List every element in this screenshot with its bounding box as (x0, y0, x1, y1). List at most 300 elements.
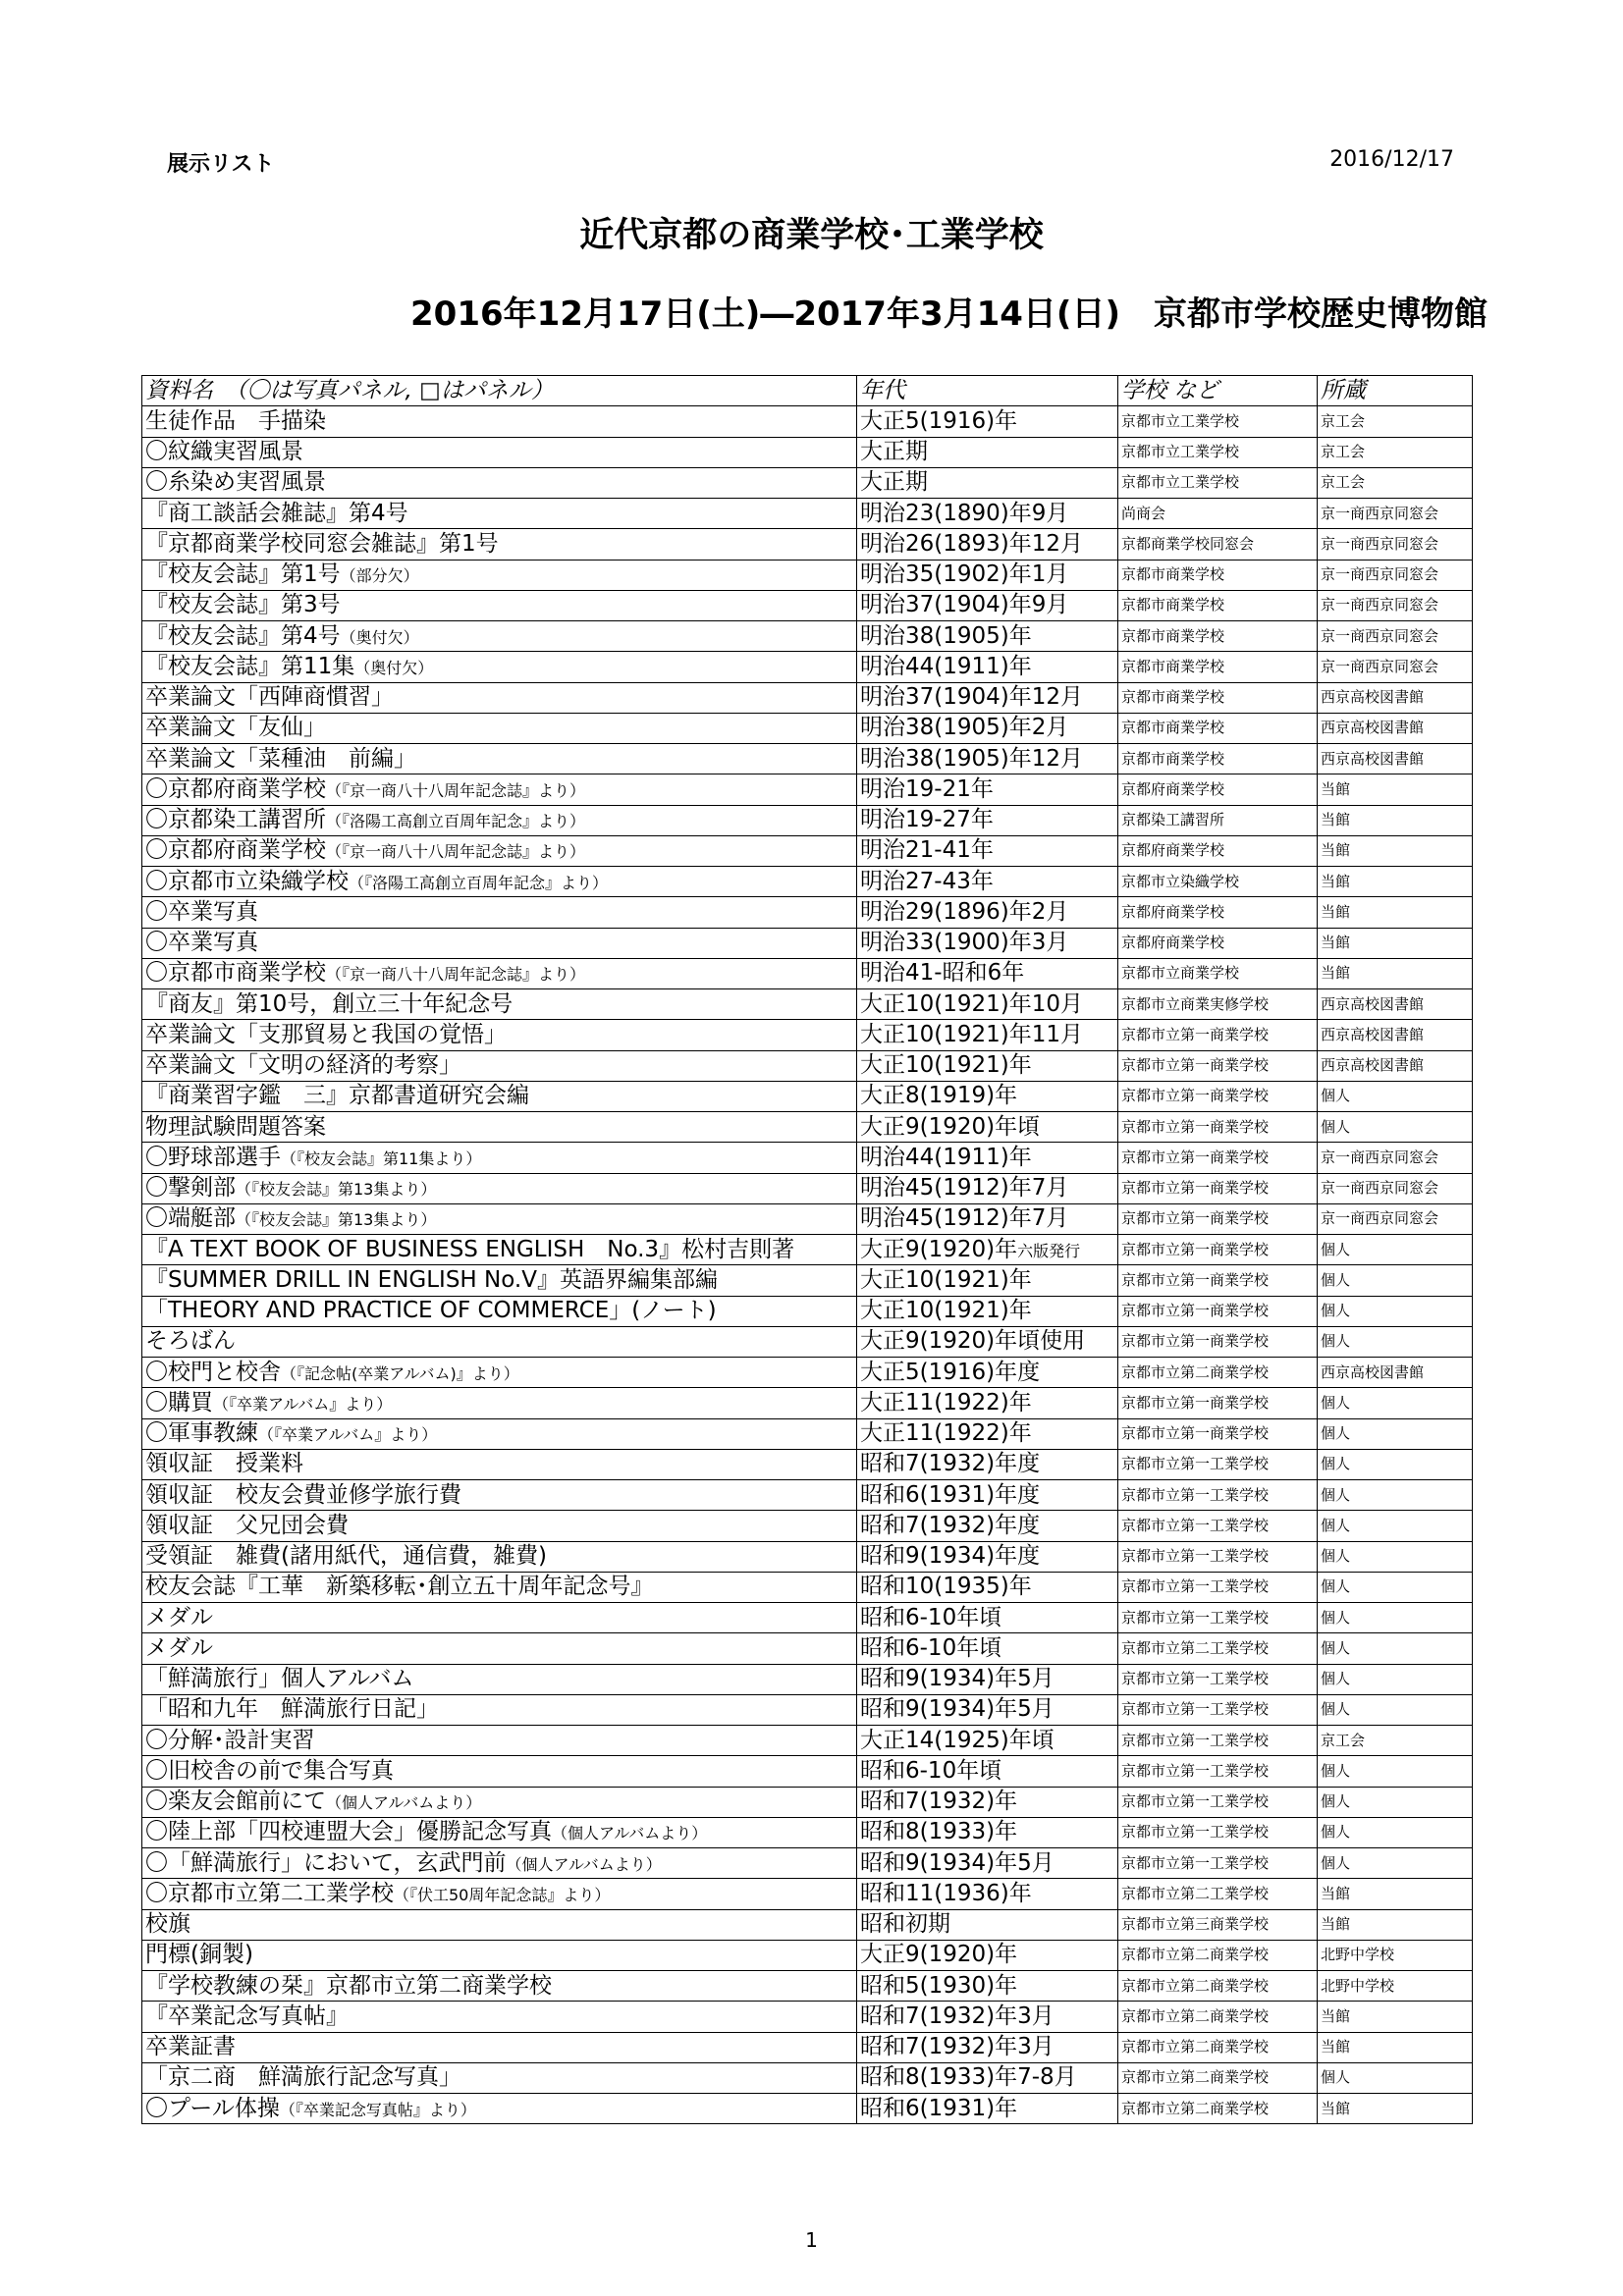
table-row (142, 989, 1473, 1020)
table-row (142, 1112, 1473, 1143)
item-name: 「昭和九年 鮮満旅行日記」 (145, 1696, 439, 1723)
table-row (142, 1726, 1473, 1756)
cell-era (857, 560, 1118, 590)
cell-owner: 京一商西京同窓会 (1318, 529, 1473, 560)
cell-school: 京都市商業学校 (1118, 590, 1318, 620)
cell-item-name (142, 2094, 857, 2124)
cell-era (857, 652, 1118, 682)
table-row (142, 1235, 1473, 1265)
cell-item-name (142, 652, 857, 682)
cell-item-name (142, 1480, 857, 1511)
table-row (142, 1358, 1473, 1388)
cell-owner: 個人 (1318, 1449, 1473, 1479)
cell-owner: 西京高校図書館 (1318, 1050, 1473, 1081)
table-row (142, 2094, 1473, 2124)
cell-school: 京都市立第一商業学校 (1118, 1173, 1318, 1203)
item-name: 〇京都府商業学校 (145, 775, 326, 802)
era-value: 大正8(1919)年 (860, 1083, 1018, 1109)
item-name: 「鮮満旅行」個人アルバム (145, 1666, 414, 1692)
cell-era (857, 835, 1118, 866)
cell-owner: 北野中学校 (1318, 1971, 1473, 2002)
era-value: 大正5(1916)年度 (860, 1359, 1041, 1385)
table-row (142, 1480, 1473, 1511)
item-name: 卒業証書 (145, 2034, 236, 2060)
era-value: 昭和6-10年頃 (860, 1634, 1002, 1661)
item-name: 校友会誌『工華 新築移転･創立五十周年記念号』 (145, 1574, 654, 1600)
cell-item-name (142, 1848, 857, 1879)
item-source-note: （『伏工50周年記念誌』より） (394, 1885, 611, 1904)
cell-school: 京都市立第一商業学校 (1118, 1326, 1318, 1357)
era-value: 明治44(1911)年 (860, 653, 1032, 679)
cell-item-name (142, 1940, 857, 1970)
item-name: 〇卒業写真 (145, 930, 258, 956)
cell-owner: 京工会 (1318, 406, 1473, 437)
era-value: 大正期 (860, 469, 928, 496)
cell-owner: 西京高校図書館 (1318, 1358, 1473, 1388)
table-row (142, 1603, 1473, 1633)
item-name: 生徒作品 手描染 (145, 407, 326, 434)
cell-era (857, 1050, 1118, 1081)
era-value: 昭和11(1936)年 (860, 1880, 1032, 1906)
cell-school: 京都市立第一工業学校 (1118, 1449, 1318, 1479)
item-name: 卒業論文「友仙」 (145, 715, 326, 741)
table-row (142, 805, 1473, 835)
item-name: 物理試験問題答案 (145, 1113, 326, 1140)
cell-school: 京都市立第二商業学校 (1118, 1358, 1318, 1388)
item-source-note: （『洛陽工高創立百周年記念』より） (349, 873, 609, 892)
cell-school: 京都市立第一商業学校 (1118, 1388, 1318, 1418)
era-value: 大正10(1921)年11月 (860, 1021, 1084, 1047)
cell-owner: 当館 (1318, 897, 1473, 928)
cell-era (857, 1664, 1118, 1694)
cell-item-name (142, 1787, 857, 1817)
table-row (142, 1633, 1473, 1664)
item-source-note: （『卒業記念写真帖』より） (279, 2100, 476, 2119)
era-value: 明治38(1905)年 (860, 622, 1032, 649)
era-value: 明治38(1905)年12月 (860, 745, 1084, 772)
era-value: 明治44(1911)年 (860, 1144, 1032, 1170)
cell-era (857, 529, 1118, 560)
cell-owner: 京一商西京同窓会 (1318, 560, 1473, 590)
cell-era (857, 774, 1118, 805)
item-source-note: （個人アルバムより） (552, 1824, 708, 1843)
cell-school: 京都市立工業学校 (1118, 437, 1318, 467)
item-name: メダル (145, 1604, 213, 1630)
cell-owner: 個人 (1318, 1664, 1473, 1694)
cell-item-name (142, 744, 857, 774)
column-header-era: 年代 (857, 376, 1118, 406)
cell-owner: 当館 (1318, 1909, 1473, 1940)
cell-owner: 個人 (1318, 1541, 1473, 1572)
cell-era (857, 437, 1118, 467)
cell-owner: 個人 (1318, 1265, 1473, 1296)
cell-owner: 当館 (1318, 958, 1473, 988)
item-source-note: （『京一商八十八周年記念誌』より） (326, 842, 586, 862)
cell-school: 京都市商業学校 (1118, 652, 1318, 682)
era-value: 昭和10(1935)年 (860, 1574, 1032, 1600)
table-row (142, 529, 1473, 560)
cell-owner: 京工会 (1318, 467, 1473, 498)
cell-item-name (142, 897, 857, 928)
era-value: 昭和6-10年頃 (860, 1757, 1002, 1784)
cell-school: 京都市立第一商業学校 (1118, 1203, 1318, 1234)
item-name: 『商業習字鑑 三』京都書道研究会編 (145, 1083, 529, 1109)
item-source-note: （『校友会誌』第13集より） (236, 1180, 437, 1200)
cell-school: 京都市立第二商業学校 (1118, 2062, 1318, 2093)
era-value: 昭和6(1931)年 (860, 2095, 1018, 2121)
cell-era (857, 989, 1118, 1020)
item-name: 〇陸上部「四校連盟大会」優勝記念写真 (145, 1819, 552, 1845)
cell-era (857, 621, 1118, 652)
cell-item-name (142, 1726, 857, 1756)
cell-school: 京都府商業学校 (1118, 897, 1318, 928)
cell-item-name (142, 590, 857, 620)
item-source-note: （部分欠） (340, 566, 419, 586)
cell-owner: 当館 (1318, 2094, 1473, 2124)
cell-item-name (142, 805, 857, 835)
cell-school: 京都市立第二工業学校 (1118, 1879, 1318, 1909)
cell-owner: 京一商西京同窓会 (1318, 652, 1473, 682)
table-row (142, 1326, 1473, 1357)
cell-item-name (142, 1449, 857, 1479)
cell-item-name (142, 467, 857, 498)
cell-school: 京都市立第二商業学校 (1118, 1971, 1318, 2002)
item-name: 『京都商業学校同窓会雑誌』第1号 (145, 530, 499, 557)
era-value: 明治45(1912)年7月 (860, 1205, 1069, 1232)
era-value: 昭和7(1932)年度 (860, 1512, 1041, 1538)
cell-era (857, 928, 1118, 958)
era-value: 大正10(1921)年 (860, 1052, 1032, 1079)
item-source-note: （奥付欠） (354, 658, 434, 677)
cell-owner: 京一商西京同窓会 (1318, 499, 1473, 529)
era-value: 明治45(1912)年7月 (860, 1175, 1069, 1201)
item-name: 〇京都市立第二工業学校 (145, 1880, 394, 1906)
table-row (142, 744, 1473, 774)
cell-owner: 個人 (1318, 1326, 1473, 1357)
table-row (142, 1143, 1473, 1173)
cell-era (857, 1173, 1118, 1203)
table-row (142, 652, 1473, 682)
item-source-note: （『京一商八十八周年記念誌』より） (326, 780, 586, 800)
cell-item-name (142, 1020, 857, 1050)
cell-owner: 京工会 (1318, 437, 1473, 467)
cell-school: 京都市立第一商業学校 (1118, 1050, 1318, 1081)
table-row (142, 1879, 1473, 1909)
cell-owner: 京一商西京同窓会 (1318, 621, 1473, 652)
cell-item-name (142, 621, 857, 652)
cell-school: 京都府商業学校 (1118, 774, 1318, 805)
item-name: 〇購買 (145, 1389, 213, 1415)
table-row (142, 2032, 1473, 2062)
cell-item-name (142, 1418, 857, 1449)
cell-era (857, 1817, 1118, 1847)
item-name: 卒業論文「支那貿易と我国の覚悟」 (145, 1021, 507, 1047)
era-value: 明治35(1902)年1月 (860, 561, 1069, 588)
era-value: 大正10(1921)年 (860, 1298, 1032, 1324)
table-row (142, 1418, 1473, 1449)
item-name: 〇軍事教練 (145, 1420, 258, 1447)
item-name: そろばん (145, 1328, 236, 1355)
cell-era (857, 1265, 1118, 1296)
document-date: 2016/12/17 (1329, 147, 1454, 172)
era-value: 昭和7(1932)年3月 (860, 2002, 1055, 2029)
item-name: 『学校教練の栞』京都市立第二商業学校 (145, 1972, 552, 1999)
item-source-note: （『卒業アルバム』より） (258, 1425, 438, 1445)
cell-school: 京都市立第二商業学校 (1118, 2032, 1318, 2062)
era-value: 昭和9(1934)年5月 (860, 1666, 1055, 1692)
era-value: 大正9(1920)年頃 (860, 1113, 1041, 1140)
table-row (142, 560, 1473, 590)
table-row (142, 621, 1473, 652)
cell-owner: 個人 (1318, 1572, 1473, 1602)
cell-owner: 当館 (1318, 867, 1473, 897)
cell-era (857, 1511, 1118, 1541)
cell-item-name (142, 1081, 857, 1111)
cell-owner: 個人 (1318, 1296, 1473, 1326)
cell-item-name (142, 958, 857, 988)
cell-item-name (142, 437, 857, 467)
era-value: 明治29(1896)年2月 (860, 898, 1069, 925)
cell-era (857, 1112, 1118, 1143)
cell-item-name (142, 2062, 857, 2093)
cell-item-name (142, 2002, 857, 2032)
cell-era (857, 2062, 1118, 2093)
item-source-note: （個人アルバムより） (326, 1793, 482, 1813)
table-row (142, 499, 1473, 529)
cell-era (857, 1388, 1118, 1418)
cell-item-name (142, 1817, 857, 1847)
table-row (142, 1664, 1473, 1694)
table-row (142, 958, 1473, 988)
table-row (142, 897, 1473, 928)
cell-era (857, 467, 1118, 498)
item-name: 〇野球部選手 (145, 1144, 281, 1170)
item-name: 『卒業記念写真帖』 (145, 2002, 349, 2029)
table-row (142, 1572, 1473, 1602)
cell-owner: 京一商西京同窓会 (1318, 1173, 1473, 1203)
cell-item-name (142, 867, 857, 897)
cell-owner: 西京高校図書館 (1318, 1020, 1473, 1050)
table-row (142, 1203, 1473, 1234)
exhibition-dates-venue: 2016年12月17日(土)―2017年3月14日(日) 京都市学校歴史博物館 (410, 294, 1488, 334)
item-source-note: （『校友会誌』第11集より） (281, 1148, 482, 1168)
table-body (142, 406, 1473, 2124)
cell-era (857, 682, 1118, 713)
table-row (142, 1787, 1473, 1817)
table-row (142, 1848, 1473, 1879)
cell-owner: 個人 (1318, 2062, 1473, 2093)
cell-era (857, 1633, 1118, 1664)
cell-item-name (142, 560, 857, 590)
era-value: 昭和8(1933)年7-8月 (860, 2064, 1077, 2091)
item-name: メダル (145, 1634, 213, 1661)
item-name: 領収証 授業料 (145, 1451, 303, 1477)
cell-school: 京都市立第一商業学校 (1118, 1235, 1318, 1265)
cell-owner: 個人 (1318, 1480, 1473, 1511)
cell-item-name (142, 499, 857, 529)
era-value: 大正9(1920)年 (860, 1942, 1018, 1968)
cell-era (857, 590, 1118, 620)
era-value: 昭和8(1933)年 (860, 1819, 1018, 1845)
era-value: 明治19-27年 (860, 807, 994, 833)
item-source-note: （『洛陽工高創立百周年記念』より） (326, 812, 586, 831)
era-value: 明治37(1904)年9月 (860, 592, 1069, 618)
era-value: 大正11(1922)年 (860, 1420, 1032, 1447)
cell-owner: 個人 (1318, 1603, 1473, 1633)
exhibition-title: 近代京都の商業学校･工業学校 (579, 216, 1044, 255)
cell-item-name (142, 1143, 857, 1173)
table-row (142, 1909, 1473, 1940)
era-value: 昭和7(1932)年度 (860, 1451, 1041, 1477)
cell-school: 京都市立第二商業学校 (1118, 2094, 1318, 2124)
cell-owner: 個人 (1318, 1388, 1473, 1418)
item-name: 『A TEXT BOOK OF BUSINESS ENGLISH No.3』松村吉則著 (145, 1236, 795, 1262)
cell-item-name (142, 1235, 857, 1265)
table-row (142, 2002, 1473, 2032)
era-value: 大正10(1921)年10月 (860, 990, 1084, 1017)
cell-owner: 個人 (1318, 1694, 1473, 1725)
era-value: 大正10(1921)年 (860, 1266, 1032, 1293)
era-value: 大正9(1920)年頃使用 (860, 1328, 1086, 1355)
cell-school: 尚商会 (1118, 499, 1318, 529)
era-value: 明治27-43年 (860, 868, 994, 894)
cell-item-name (142, 1756, 857, 1787)
item-name: 〇撃剣部 (145, 1175, 236, 1201)
table-row (142, 928, 1473, 958)
cell-era (857, 1541, 1118, 1572)
cell-item-name (142, 774, 857, 805)
era-value: 大正9(1920)年 (860, 1236, 1018, 1262)
item-name: 「京二商 鮮満旅行記念写真」 (145, 2064, 461, 2091)
cell-item-name (142, 1971, 857, 2002)
era-value: 昭和9(1934)年度 (860, 1543, 1041, 1570)
table-row (142, 1050, 1473, 1081)
cell-item-name (142, 1296, 857, 1326)
cell-school: 京都市立第一工業学校 (1118, 1572, 1318, 1602)
cell-owner: 西京高校図書館 (1318, 713, 1473, 743)
cell-school: 京都市立第二工業学校 (1118, 1633, 1318, 1664)
cell-owner: 京一商西京同窓会 (1318, 1203, 1473, 1234)
table-row (142, 1388, 1473, 1418)
cell-owner: 当館 (1318, 928, 1473, 958)
cell-owner: 個人 (1318, 1081, 1473, 1111)
cell-school: 京都市立第一工業学校 (1118, 1726, 1318, 1756)
cell-school: 京都染工講習所 (1118, 805, 1318, 835)
cell-school: 京都市立商業実修学校 (1118, 989, 1318, 1020)
table-row (142, 467, 1473, 498)
cell-school: 京都市立第一工業学校 (1118, 1848, 1318, 1879)
era-value: 大正14(1925)年頃 (860, 1727, 1055, 1753)
cell-owner: 西京高校図書館 (1318, 989, 1473, 1020)
cell-era (857, 406, 1118, 437)
cell-school: 京都市立工業学校 (1118, 406, 1318, 437)
item-name: 〇卒業写真 (145, 898, 258, 925)
cell-owner: 個人 (1318, 1787, 1473, 1817)
cell-era (857, 1971, 1118, 2002)
cell-owner: 個人 (1318, 1633, 1473, 1664)
cell-item-name (142, 1358, 857, 1388)
item-name: 〇校門と校舎 (145, 1359, 281, 1385)
cell-school: 京都市立第一工業学校 (1118, 1480, 1318, 1511)
table-row (142, 1296, 1473, 1326)
cell-item-name (142, 1694, 857, 1725)
cell-owner: 個人 (1318, 1511, 1473, 1541)
item-name: 『校友会誌』第3号 (145, 592, 341, 618)
era-value: 昭和7(1932)年3月 (860, 2034, 1055, 2060)
cell-school: 京都市商業学校 (1118, 621, 1318, 652)
cell-era (857, 1203, 1118, 1234)
table-row (142, 1020, 1473, 1050)
cell-owner: 個人 (1318, 1817, 1473, 1847)
cell-era (857, 2032, 1118, 2062)
era-value: 明治37(1904)年12月 (860, 684, 1084, 711)
cell-item-name (142, 1265, 857, 1296)
cell-item-name (142, 1326, 857, 1357)
item-name: 受領証 雑費(諸用紙代，通信費，雑費) (145, 1543, 547, 1570)
item-name: 門標(銅製) (145, 1942, 253, 1968)
cell-owner: 個人 (1318, 1112, 1473, 1143)
cell-item-name (142, 989, 857, 1020)
cell-owner: 当館 (1318, 835, 1473, 866)
cell-era (857, 1358, 1118, 1388)
item-name: 『商工談話会雑誌』第4号 (145, 500, 408, 526)
cell-era (857, 1296, 1118, 1326)
cell-owner: 個人 (1318, 1848, 1473, 1879)
column-header-school: 学校 など (1118, 376, 1318, 406)
table-row (142, 1971, 1473, 2002)
cell-school: 京都市立第一工業学校 (1118, 1664, 1318, 1694)
item-source-note: （『校友会誌』第13集より） (236, 1210, 437, 1230)
table-row (142, 1265, 1473, 1296)
cell-school: 京都市立工業学校 (1118, 467, 1318, 498)
cell-item-name (142, 713, 857, 743)
table-row (142, 713, 1473, 743)
era-value: 明治21-41年 (860, 837, 994, 864)
cell-school: 京都市立第一工業学校 (1118, 1787, 1318, 1817)
item-name: 〇分解･設計実習 (145, 1727, 315, 1753)
cell-item-name (142, 406, 857, 437)
table-header-row (142, 376, 1473, 406)
cell-school: 京都市立第一商業学校 (1118, 1112, 1318, 1143)
item-name: 〇京都市商業学校 (145, 960, 326, 987)
exhibit-list-table (141, 375, 1473, 2124)
cell-school: 京都市立第三商業学校 (1118, 1909, 1318, 1940)
cell-era (857, 1909, 1118, 1940)
item-name: 〇旧校舎の前で集合写真 (145, 1757, 394, 1784)
cell-era (857, 1235, 1118, 1265)
cell-school: 京都市立第一商業学校 (1118, 1418, 1318, 1449)
era-value: 明治19-21年 (860, 775, 994, 802)
page-number: 1 (805, 2228, 818, 2252)
item-name: 領収証 父兄団会費 (145, 1512, 349, 1538)
cell-era (857, 1726, 1118, 1756)
cell-item-name (142, 1603, 857, 1633)
cell-item-name (142, 682, 857, 713)
cell-owner: 西京高校図書館 (1318, 744, 1473, 774)
cell-item-name (142, 1203, 857, 1234)
cell-item-name (142, 1909, 857, 1940)
era-value: 昭和5(1930)年 (860, 1972, 1018, 1999)
cell-owner: 個人 (1318, 1756, 1473, 1787)
item-name: 卒業論文「菜種油 前編」 (145, 745, 416, 772)
era-note: 六版発行 (1017, 1241, 1081, 1260)
cell-item-name (142, 2032, 857, 2062)
cell-era (857, 897, 1118, 928)
cell-era (857, 1879, 1118, 1909)
era-value: 昭和9(1934)年5月 (860, 1696, 1055, 1723)
era-value: 昭和6(1931)年度 (860, 1481, 1041, 1508)
cell-school: 京都市立第一工業学校 (1118, 1817, 1318, 1847)
